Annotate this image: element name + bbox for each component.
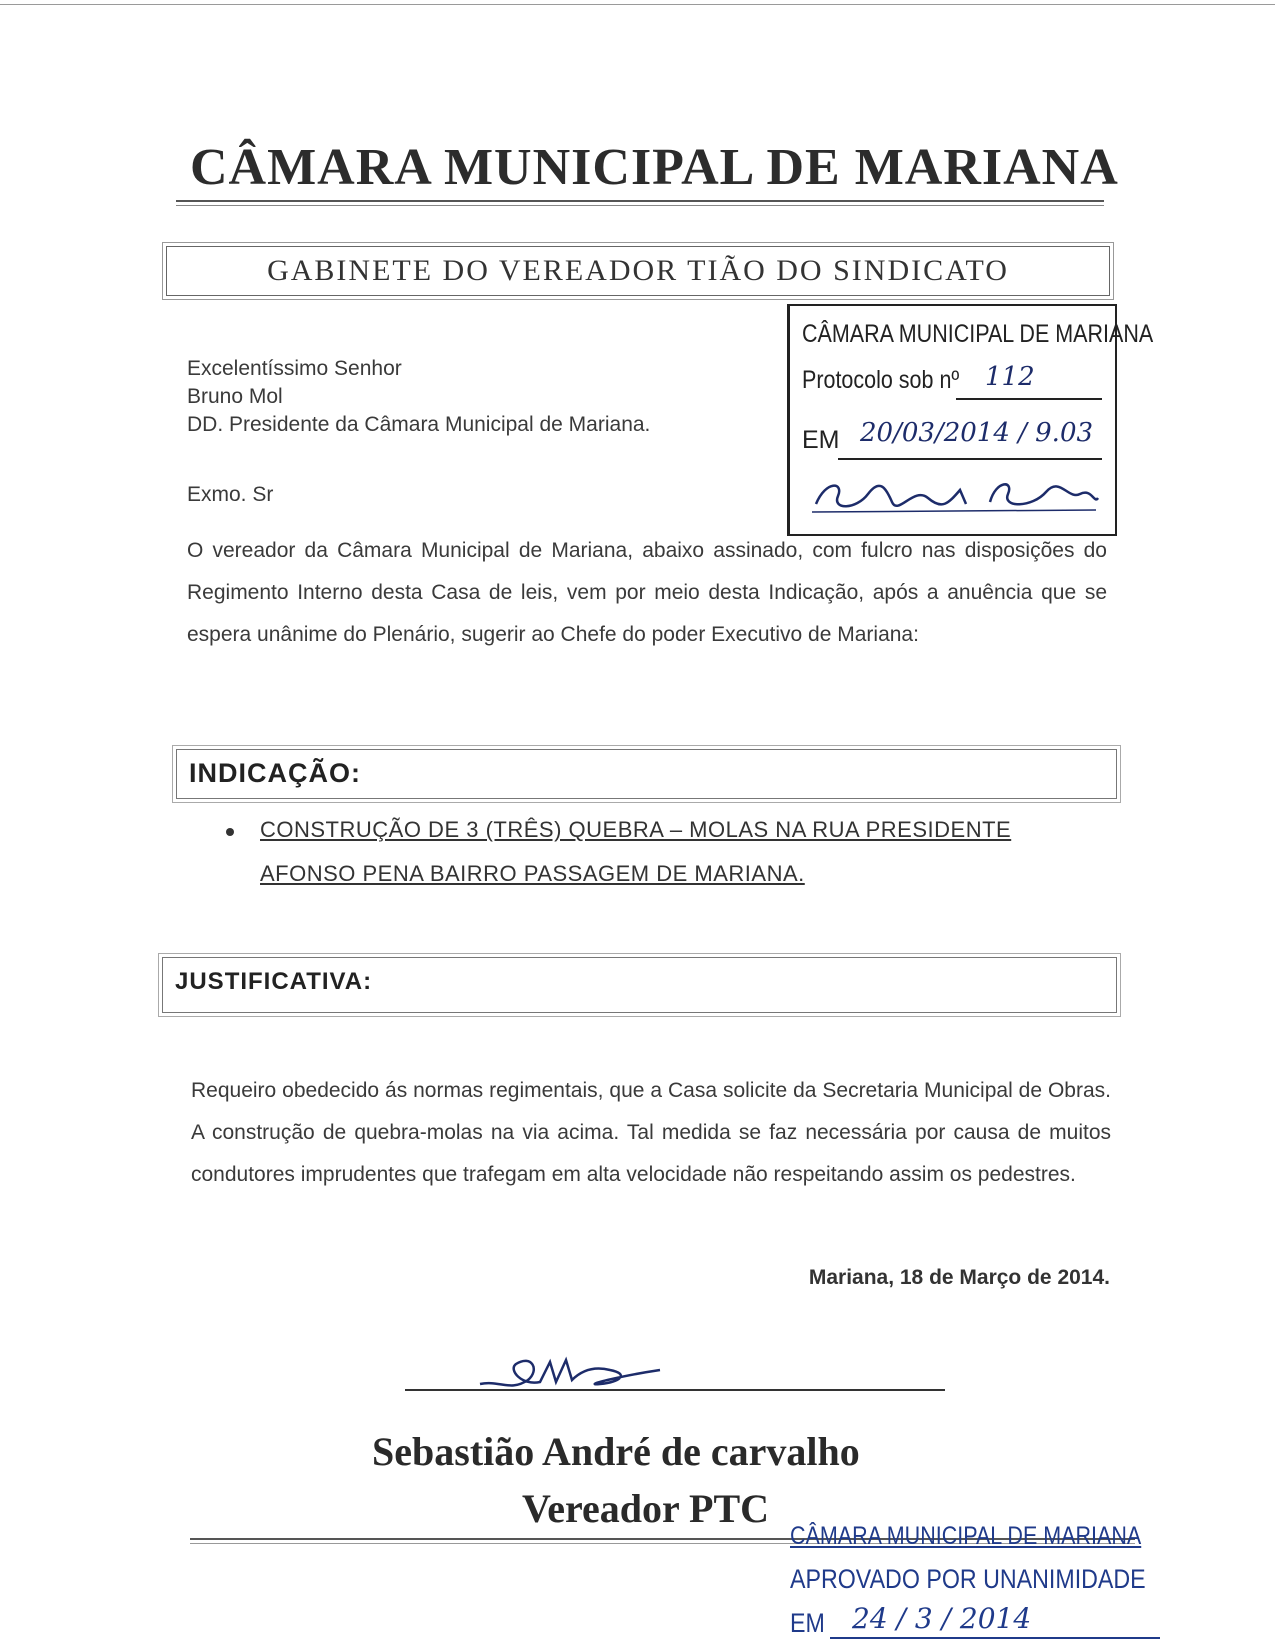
stamp-received-date: 20/03/2014 / 9.03 — [860, 418, 1094, 448]
page-title: CÂMARA MUNICIPAL DE MARIANA — [190, 139, 1119, 196]
justificativa-box — [162, 957, 1117, 1013]
intro-paragraph: O vereador da Câmara Municipal de Mariana, abaixo assinado, com fulcro nas disposições do Regimento Interno desta Casa de leis, vem por meio desta Indicação, após a anuência que se espera unânime do Plenário, sugerir ao Chefe do poder Executivo de Mariana: — [187, 539, 1107, 646]
protocol-stamp — [787, 304, 1154, 536]
approval-date: 24 / 3 / 2014 — [852, 1602, 1032, 1635]
signer-role: Vereador PTC — [522, 1486, 770, 1531]
stamp-protocol-underline — [956, 398, 1102, 400]
stamp-em-underline — [838, 458, 1102, 460]
approval-em-label: EM — [790, 1608, 825, 1638]
signer-name: Sebastião André de carvalho — [372, 1429, 860, 1474]
date-line: Mariana, 18 de Março de 2014. — [808, 1266, 1110, 1289]
justificativa-paragraph: Requeiro obedecido ás normas regimentais, que a Casa solicite da Secretaria Municipal de Obras. A construção de quebra-molas na via acima. Tal medida se faz necessária por causa de muitos condutores imprudentes que trafegam em alta velocidade não respeitando assim os pedestres. — [191, 1079, 1111, 1186]
recipient-position: DD. Presidente da Câmara Municipal de Mariana. — [187, 413, 651, 436]
stamp-signature — [810, 474, 1100, 514]
signature-scribble — [470, 1340, 670, 1400]
title-divider — [176, 200, 1104, 202]
stamp-protocol-number: 112 — [985, 362, 1035, 392]
recipient-name: Bruno Mol — [187, 385, 283, 408]
justificativa-label: JUSTIFICATIVA: — [175, 968, 373, 995]
indicacao-item: CONSTRUÇÃO DE 3 (TRÊS) QUEBRA – MOLAS NA RUA PRESIDENTE AFONSO PENA BAIRRO PASSAGEM DE MARIANA. — [260, 817, 1012, 886]
indicacao-box — [176, 749, 1117, 799]
page-top-edge — [0, 4, 1275, 5]
title-divider-secondary — [176, 205, 1104, 206]
indicacao-label: INDICAÇÃO: — [189, 758, 361, 788]
approval-date-underline — [830, 1637, 1160, 1639]
recipient-title: Excelentíssimo Senhor — [187, 357, 402, 380]
stamp-protocol-label: Protocolo sob nº — [802, 366, 960, 394]
approval-status: APROVADO POR UNANIMIDADE — [790, 1564, 1146, 1594]
stamp-header: CÂMARA MUNICIPAL DE MARIANA — [802, 320, 1154, 348]
salutation: Exmo. Sr — [187, 483, 274, 506]
office-header-box — [166, 246, 1110, 296]
bullet-icon — [226, 828, 234, 836]
approval-header: CÂMARA MUNICIPAL DE MARIANA — [790, 1522, 1142, 1550]
office-name: GABINETE DO VEREADOR TIÃO DO SINDICATO — [267, 254, 1009, 287]
stamp-em-label: EM — [802, 426, 840, 454]
signature-line — [405, 1389, 945, 1391]
